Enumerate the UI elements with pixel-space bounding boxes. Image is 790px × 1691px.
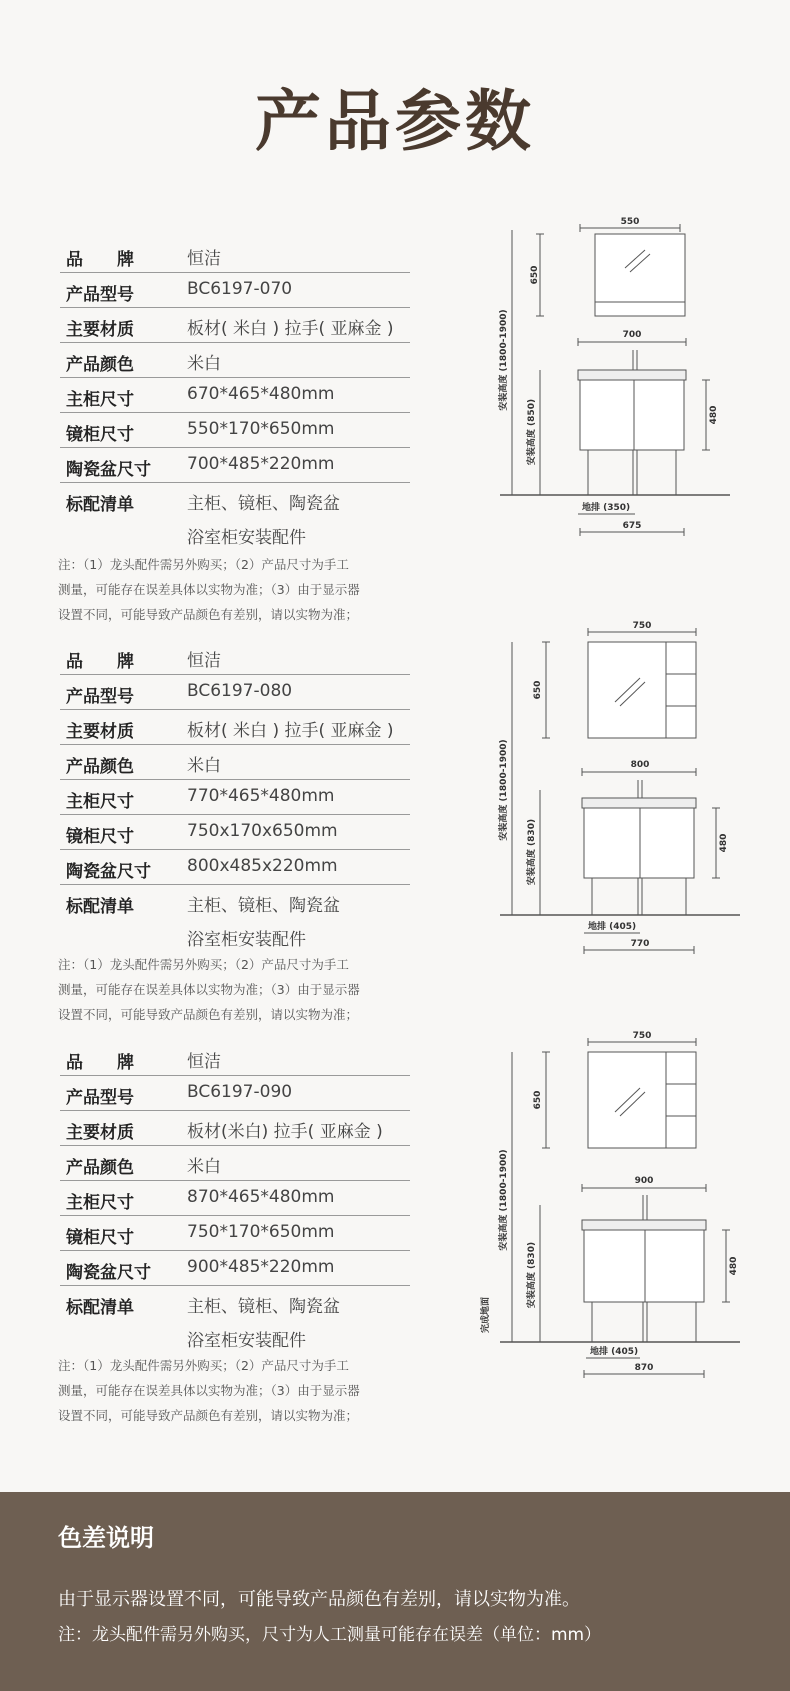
note-line: 设置不同，可能导致产品颜色有差别，请以实物为准；	[58, 1007, 359, 1022]
spec-key: 主柜尺寸	[66, 792, 134, 812]
cabinet-height-label: 480	[719, 833, 729, 853]
spec-key: 主要材质	[66, 722, 134, 742]
spec-value: 870*465*480mm	[187, 1187, 335, 1207]
cabinet-width-label: 870	[634, 1363, 654, 1373]
page-title: 产品参数	[255, 83, 535, 160]
note-3	[58, 1353, 398, 1428]
spec-table-2	[60, 640, 410, 955]
basin-width-label: 900	[634, 1176, 654, 1186]
spec-value: 670*465*480mm	[187, 384, 335, 404]
spec-value: 米白	[187, 756, 221, 776]
spec-value: 恒洁	[187, 249, 221, 269]
dimension-diagram-3	[481, 1030, 760, 1380]
mirror-width-label: 750	[632, 1031, 652, 1041]
spec-value: BC6197-070	[187, 279, 293, 299]
footer-title: 色差说明	[58, 1524, 154, 1552]
spec-key: 标配清单	[66, 1298, 134, 1318]
floor-label: 完成地面	[481, 1296, 491, 1334]
drain-label: 地排 (405)	[588, 922, 637, 932]
spec-value: 主柜、镜柜、陶瓷盆	[187, 896, 340, 916]
spec-key: 陶瓷盆尺寸	[66, 862, 151, 882]
spec-value: 米白	[187, 1157, 221, 1177]
spec-value: 主柜、镜柜、陶瓷盆	[187, 494, 340, 514]
note-line: 注：（1）龙头配件需另外购买；（2）产品尺寸为手工	[58, 557, 349, 572]
spec-value: 主柜、镜柜、陶瓷盆	[187, 1297, 340, 1317]
mirror-width-label: 550	[620, 217, 640, 227]
spec-value: 板材(米白) 拉手( 亚麻金 )	[187, 1122, 383, 1142]
note-2	[58, 952, 398, 1027]
spec-key: 陶瓷盆尺寸	[66, 460, 151, 480]
install-height-label: 安装高度 (1800-1900)	[499, 1149, 509, 1251]
spec-key: 主柜尺寸	[66, 1193, 134, 1213]
cabinet-width-label: 770	[630, 939, 650, 949]
spec-key: 产品颜色	[66, 1158, 134, 1178]
spec-key: 标配清单	[66, 897, 134, 917]
spec-value-2: 浴室柜安装配件	[187, 930, 306, 950]
mirror-height-label: 650	[530, 265, 540, 285]
footer-text-2: 注：龙头配件需另外购买，尺寸为人工测量可能存在误差（单位：mm）	[58, 1625, 602, 1645]
spec-value: 800x485x220mm	[187, 856, 338, 876]
spec-key: 主要材质	[66, 1123, 134, 1143]
spec-key: 产品颜色	[66, 757, 134, 777]
cabinet-width-label: 675	[622, 521, 642, 531]
cabinet-install-label: 安装高度 (830)	[527, 818, 537, 886]
drain-label: 地排 (350)	[582, 503, 631, 513]
spec-value: 750x170x650mm	[187, 821, 338, 841]
note-line: 设置不同，可能导致产品颜色有差别，请以实物为准；	[58, 1408, 359, 1423]
spec-key: 产品型号	[66, 285, 134, 305]
note-line: 测量，可能存在误差具体以实物为准；（3）由于显示器	[58, 582, 360, 597]
spec-value: BC6197-090	[187, 1082, 293, 1102]
spec-value: 板材( 米白 ) 拉手( 亚麻金 )	[187, 319, 394, 339]
spec-value: 板材( 米白 ) 拉手( 亚麻金 )	[187, 721, 394, 741]
basin-width-label: 800	[630, 760, 650, 770]
spec-key: 产品型号	[66, 1088, 134, 1108]
spec-value: 750*170*650mm	[187, 1222, 335, 1242]
spec-table-3	[60, 1041, 410, 1356]
mirror-width-label: 750	[632, 621, 652, 631]
note-line: 注：（1）龙头配件需另外购买；（2）产品尺寸为手工	[58, 1358, 349, 1373]
install-height-label: 安装高度 (1800-1900)	[499, 309, 509, 411]
footer-text-1: 由于显示器设置不同，可能导致产品颜色有差别，请以实物为准。	[58, 1589, 580, 1610]
spec-value: 700*485*220mm	[187, 454, 335, 474]
color-difference-section	[0, 1492, 790, 1691]
spec-key: 品 牌	[66, 652, 134, 672]
spec-value: 550*170*650mm	[187, 419, 335, 439]
install-height-label: 安装高度 (1800-1900)	[499, 739, 509, 841]
note-line: 测量，可能存在误差具体以实物为准；（3）由于显示器	[58, 982, 360, 997]
spec-value: 770*465*480mm	[187, 786, 335, 806]
spec-value: 900*485*220mm	[187, 1257, 335, 1277]
spec-key: 镜柜尺寸	[66, 1228, 134, 1248]
spec-key: 镜柜尺寸	[66, 425, 134, 445]
spec-key: 主柜尺寸	[66, 390, 134, 410]
mirror-height-label: 650	[533, 1090, 543, 1110]
note-1	[58, 552, 398, 627]
spec-value: BC6197-080	[187, 681, 293, 701]
spec-table-1	[60, 238, 410, 553]
dimension-diagram-2	[500, 620, 760, 970]
spec-key: 标配清单	[66, 495, 134, 515]
spec-key: 产品型号	[66, 687, 134, 707]
spec-value: 恒洁	[187, 1052, 221, 1072]
spec-key: 陶瓷盆尺寸	[66, 1263, 151, 1283]
note-line: 设置不同，可能导致产品颜色有差别，请以实物为准；	[58, 607, 359, 622]
spec-key: 品 牌	[66, 1053, 134, 1073]
dimension-diagram-1	[500, 210, 760, 560]
spec-key: 主要材质	[66, 320, 134, 340]
note-line: 注：（1）龙头配件需另外购买；（2）产品尺寸为手工	[58, 957, 349, 972]
spec-value-2: 浴室柜安装配件	[187, 528, 306, 548]
spec-key: 产品颜色	[66, 355, 134, 375]
spec-value: 米白	[187, 354, 221, 374]
mirror-height-label: 650	[533, 680, 543, 700]
drain-label: 地排 (405)	[590, 1347, 639, 1357]
cabinet-install-label: 安装高度 (850)	[527, 398, 537, 466]
spec-key: 品 牌	[66, 250, 134, 270]
basin-width-label: 700	[622, 330, 642, 340]
spec-value-2: 浴室柜安装配件	[187, 1331, 306, 1351]
spec-value: 恒洁	[187, 651, 221, 671]
note-line: 测量，可能存在误差具体以实物为准；（3）由于显示器	[58, 1383, 360, 1398]
spec-key: 镜柜尺寸	[66, 827, 134, 847]
cabinet-height-label: 480	[709, 405, 719, 425]
cabinet-height-label: 480	[729, 1256, 739, 1276]
cabinet-install-label: 安装高度 (830)	[527, 1241, 537, 1309]
